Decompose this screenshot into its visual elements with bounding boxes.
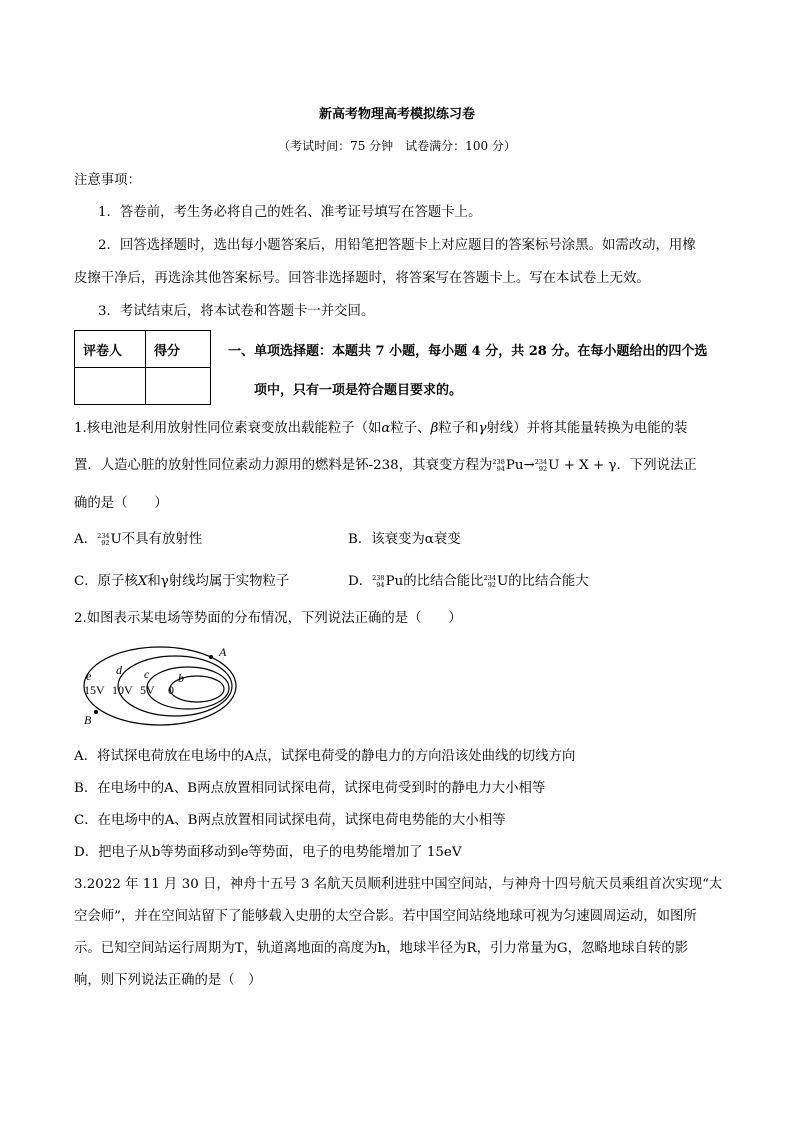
q1-option-d[interactable]: D． 238 94 Pu的比结合能比 234 92 U的比结合能大 [348, 573, 589, 589]
label-15v: 15V [84, 683, 105, 697]
label-e: e [86, 669, 92, 683]
notice-2: 2．回答选择题时，选出每小题答案后，用铅笔把答题卡上对应题目的答案标号涂黑。如需改动，用橡 [98, 238, 696, 253]
equipotential-e [84, 647, 236, 725]
label-10v: 10V [112, 683, 133, 697]
score-table [74, 330, 211, 405]
label-c: c [144, 667, 150, 681]
q3-line3: 示。已知空间站运行周期为T，轨道离地面的高度为h，地球半径为R，引力常量为G，忽略地球自转的影 [74, 941, 689, 956]
label-point-b: B [84, 713, 92, 727]
label-a: A [219, 645, 227, 659]
q3-line2: 空会师”，并在空间站留下了能够载入史册的太空合影。若中国空间站绕地球可视为匀速圆周运动，如图所 [74, 909, 697, 924]
notice-3: 3．考试结束后，将本试卷和答题卡一并交回。 [98, 304, 375, 319]
score-header: 得分 [146, 331, 211, 368]
section-heading-cont: 项中，只有一项是符合题目要求的。 [254, 383, 463, 398]
equipotential-c [147, 667, 229, 709]
notice-2-cont: 皮擦干净后，再选涂其他答案标号。回答非选择题时，将答案写在答题卡上。写在本试卷上无效。 [74, 271, 650, 286]
q3-line4: 响，则下列说法正确的是（ ） [74, 973, 262, 988]
q1-line2: 置．人造心脏的放射性同位素动力源用的燃料是钚-238，其衰变方程为 238 94 Pu→ 234 92 U + X + γ．下列说法正 [74, 457, 697, 473]
q2-option-a[interactable]: A．将试探电荷放在电场中的A点，试探电荷受的静电力的方向沿该处曲线的切线方向 [74, 749, 576, 764]
q2-option-c[interactable]: C．在电场中的A、B两点放置相同试探电荷，试探电荷电势能的大小相等 [74, 813, 506, 828]
equipotential-figure [80, 640, 250, 732]
q1-option-b[interactable]: B．该衰变为α衰变 [348, 532, 461, 547]
label-b: b [178, 671, 184, 685]
q1-line3: 确的是（ ） [74, 496, 168, 511]
q1-line1: 1.核电池是利用放射性同位素衰变放出载能粒子（如α粒子、β粒子和γ射线）并将其能量转换为电能的装 [74, 421, 688, 436]
q3-line1: 3.2022 年 11 月 30 日，神舟十五号 3 名航天员顺利进驻中国空间站，与神舟十四号航天员乘组首次实现“太 [74, 877, 723, 892]
q1-option-a[interactable]: A． 234 92 U不具有放射性 [74, 531, 203, 547]
q2-option-d[interactable]: D．把电子从b等势面移动到e等势面，电子的电势能增加了 15eV [74, 845, 462, 860]
section-heading: 一、单项选择题：本题共 7 小题，每小题 4 分，共 28 分。在每小题给出的四个选 [228, 344, 708, 359]
label-0: 0 [168, 683, 174, 697]
q1-option-c[interactable]: C．原子核X和γ射线均属于实物粒子 [74, 574, 290, 589]
label-d: d [116, 663, 122, 677]
exam-title: 新高考物理高考模拟练习卷 [318, 107, 475, 122]
equipotential-d [118, 656, 232, 716]
grader-cell[interactable] [75, 368, 146, 405]
q2-stem: 2.如图表示某电场等势面的分布情况，下列说法正确的是（ ） [74, 611, 462, 626]
q2-option-b[interactable]: B．在电场中的A、B两点放置相同试探电荷，试探电荷受到时的静电力大小相等 [74, 781, 546, 796]
notice-heading: 注意事项： [74, 173, 141, 188]
exam-subtitle: （考试时间：75 分钟 试卷满分：100 分） [278, 139, 516, 153]
label-5v: 5V [140, 683, 155, 697]
point-b [94, 710, 98, 714]
notice-1: 1．答卷前，考生务必将自己的姓名、准考证号填写在答题卡上。 [98, 205, 482, 220]
score-cell[interactable] [146, 368, 211, 405]
grader-header: 评卷人 [75, 331, 146, 368]
point-a [209, 655, 213, 659]
